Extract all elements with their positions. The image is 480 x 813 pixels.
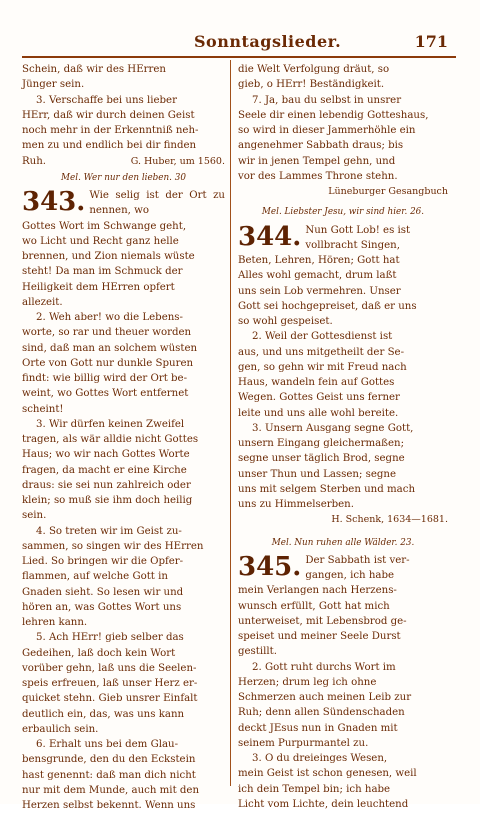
author-signature: H. Schenk, 1634—1681.: [331, 514, 448, 526]
text-line: Heiligkeit dem HErren opfert: [22, 281, 175, 293]
hymn-number: 345.: [238, 551, 302, 582]
text-line: wunsch erfüllt, Gott hat mich: [238, 600, 390, 612]
verse: [22, 524, 225, 631]
text-line: HErr, daß wir durch deinen Geist: [22, 109, 195, 121]
melody-line: Mel. Wer nur den lieben. 30: [61, 172, 186, 183]
text-line: vor des Lammes Throne stehn.: [238, 170, 398, 182]
verse: [238, 329, 448, 421]
text-line: so wird in dieser Jammerhöhle ein: [238, 125, 416, 136]
text-line: Schein, daß wir des HErren: [22, 64, 166, 75]
text-line: findt: wie billig wird der Ort be-: [22, 373, 188, 384]
text-line: Herzen selbst bekennt. Wenn uns: [22, 800, 196, 811]
verse: [22, 737, 225, 813]
text-line: 3. Unsern Ausgang segne Gott,: [252, 422, 414, 434]
author-signature: G. Huber, um 1560.: [130, 155, 225, 167]
text-line: Der Sabbath ist ver-: [305, 554, 410, 566]
text-line: Ruh.: [22, 155, 47, 167]
text-line: Gnaden sieht. So lesen wir und: [22, 586, 184, 598]
text-line: 2. Gott ruht durchs Wort im: [252, 661, 396, 673]
text-line: hast genennt: daß man dich nicht: [22, 769, 196, 781]
text-line: Nun Gott Lob! es ist: [305, 224, 411, 236]
hymn-343: [22, 188, 225, 219]
text-line: deckt JEsus nun in Gnaden mit: [238, 722, 398, 734]
hymn-number: 344.: [238, 221, 302, 252]
text-line: Orte von Gott nur dunkle Spuren: [22, 357, 194, 369]
text-line: brennen, und Zion niemals wüste: [22, 251, 195, 262]
text-line: unser Thun und Lassen; segne: [238, 468, 397, 480]
text-line: speiset und meiner Seele Durst: [238, 631, 401, 642]
text-line: erbaulich sein.: [22, 723, 99, 735]
text-line: Wie selig ist der Ort zu nennen, wo: [89, 190, 225, 217]
verse: [238, 421, 448, 513]
text-line: speis erfreuen, laß unser Herz er-: [22, 678, 198, 689]
text-line: lehren kann.: [22, 617, 88, 628]
text-line: Wegen. Gottes Geist uns ferner: [238, 392, 400, 404]
text-line: vorüber gehn, laß uns die Seelen-: [22, 662, 197, 674]
text-line: nur mit dem Munde, auch mit den: [22, 784, 200, 796]
text-line: 2. Weh aber! wo die Lebens-: [36, 312, 183, 323]
text-line: weint, wo Gottes Wort entfernet: [22, 388, 189, 400]
text-line: sein.: [22, 510, 47, 522]
text-line: uns sein Lob vermehren. Unser: [238, 285, 401, 297]
text-line: uns mit selgem Sterben und mach: [238, 483, 416, 495]
text-line: angenehmer Sabbath draus; bis: [238, 140, 404, 152]
text-line: tragen, als wär alldie nicht Gottes: [22, 434, 199, 445]
verse: [238, 660, 448, 752]
text-line: quicket stehn. Gieb unsrer Einfalt: [22, 693, 198, 705]
text-line: 6. Erhalt uns bei dem Glau-: [36, 739, 179, 750]
column-divider: [230, 60, 231, 786]
text-line: 3. Verschaffe bei uns lieber: [36, 94, 177, 106]
text-line: 4. So treten wir im Geist zu-: [36, 525, 182, 537]
text-line: 2. Weil der Gottesdienst ist: [252, 331, 393, 343]
verse: [22, 93, 225, 169]
text-line: gieb, o HErr! Beständigkeit.: [238, 79, 385, 91]
running-title: Sonntagslieder.: [194, 32, 342, 51]
melody-line: Mel. Liebster Jesu, wir sind hier. 26.: [261, 207, 425, 218]
verse: [238, 93, 448, 185]
text-line: mein Verlangen nach Herzens-: [238, 585, 397, 597]
text-line: Gottes Wort im Schwange geht,: [22, 220, 187, 232]
text-line: sind, daß man an solchem wüsten: [22, 342, 198, 354]
text-line: worte, so rar und theuer worden: [22, 327, 192, 339]
text-line: Lied. So bringen wir die Opfer-: [22, 556, 184, 567]
text-line: Schmerzen auch meinen Leib zur: [238, 692, 412, 703]
verse: [238, 751, 448, 812]
text-line: 3. Wir dürfen keinen Zweifel: [36, 418, 185, 430]
text-line: Alles wohl gemacht, drum laßt: [238, 270, 397, 282]
text-line: hören an, was Gottes Wort uns: [22, 601, 182, 613]
text-line: mein Geist ist schon genesen, weil: [238, 768, 417, 780]
text-line: leite und uns alle wohl bereite.: [238, 407, 399, 419]
text-line: unsern Eingang gleichermaßen;: [238, 438, 405, 449]
hymn-number: 343.: [22, 187, 86, 217]
hymn-345: [238, 553, 448, 584]
text-line: so wohl gespeiset.: [238, 316, 333, 327]
text-line: flammen, auf welche Gott in: [22, 571, 168, 583]
text-line: uns zu Himmelserben.: [238, 499, 354, 510]
text-line: Jünger sein.: [22, 79, 85, 91]
text-line: Seele dir einen lebendig Gotteshaus,: [238, 109, 429, 121]
author-signature: Lüneburger Gesangbuch: [328, 186, 448, 197]
text-line: Beten, Lehren, Hören; Gott hat: [238, 255, 400, 266]
text-line: die Welt Verfolgung dräut, so: [238, 64, 390, 75]
text-line: noch mehr in der Erkenntniß neh-: [22, 125, 199, 136]
text-line: sammen, so singen wir des HErren: [22, 540, 204, 552]
verse: [22, 417, 225, 524]
text-line: bensgrunde, den du den Eckstein: [22, 754, 196, 766]
text-line: Gott sei hochgepreiset, daß er uns: [238, 300, 417, 312]
text-line: vollbracht Singen,: [305, 239, 400, 251]
text-line: Ruh; denn allen Sündenschaden: [238, 707, 405, 719]
text-line: gestillt.: [238, 646, 277, 658]
text-line: 5. Ach HErr! gieb selber das: [36, 632, 184, 644]
text-line: scheint!: [22, 403, 64, 415]
text-line: aus, und uns mitgetheilt der Se-: [238, 346, 405, 358]
hymn-344: [238, 223, 448, 254]
text-line: seinem Purpurmantel zu.: [238, 737, 369, 749]
right-column: [238, 62, 448, 812]
text-line: ich dein Tempel bin; ich habe: [238, 783, 391, 795]
text-line: Herzen; drum leg ich ohne: [238, 676, 377, 688]
text-line: 3. O du dreieinges Wesen,: [252, 753, 388, 764]
text-line: fragen, da macht er eine Kirche: [22, 464, 187, 476]
page-number: 171: [414, 32, 448, 51]
text-line: draus: sie sei nun zahlreich oder: [22, 479, 191, 491]
melody-line: Mel. Nun ruhen alle Wälder. 23.: [271, 537, 415, 548]
text-line: Gedeihen, laß doch kein Wort: [22, 647, 176, 659]
text-line: steht! Da man im Schmuck der: [22, 266, 183, 278]
text-line: men zu und endlich bei dir finden: [22, 140, 197, 152]
text-line: gangen, ich habe: [305, 570, 395, 581]
text-line: segne unser täglich Brod, segne: [238, 453, 405, 465]
text-line: 7. Ja, bau du selbst in unsrer: [252, 94, 402, 106]
verse: [22, 310, 225, 417]
text-line: unterweiset, mit Lebensbrod ge-: [238, 615, 407, 627]
text-line: Haus; wo wir nach Gottes Worte: [22, 449, 190, 461]
page-header: [22, 30, 456, 58]
text-line: wo Licht und Recht ganz helle: [22, 235, 179, 247]
text-line: allezeit.: [22, 296, 63, 308]
text-line: gen, so gehn wir mit Freud nach: [238, 361, 407, 373]
text-line: deutlich ein, das, was uns kann: [22, 708, 185, 720]
left-column: [22, 62, 225, 813]
text-line: klein; so muß sie ihm doch heilig: [22, 495, 193, 506]
text-line: Haus, wandeln fein auf Gottes: [238, 377, 395, 388]
text-line: wir in jenen Tempel gehn, und: [238, 155, 396, 167]
verse: [22, 630, 225, 737]
text-line: Licht vom Lichte, dein leuchtend: [238, 798, 409, 810]
